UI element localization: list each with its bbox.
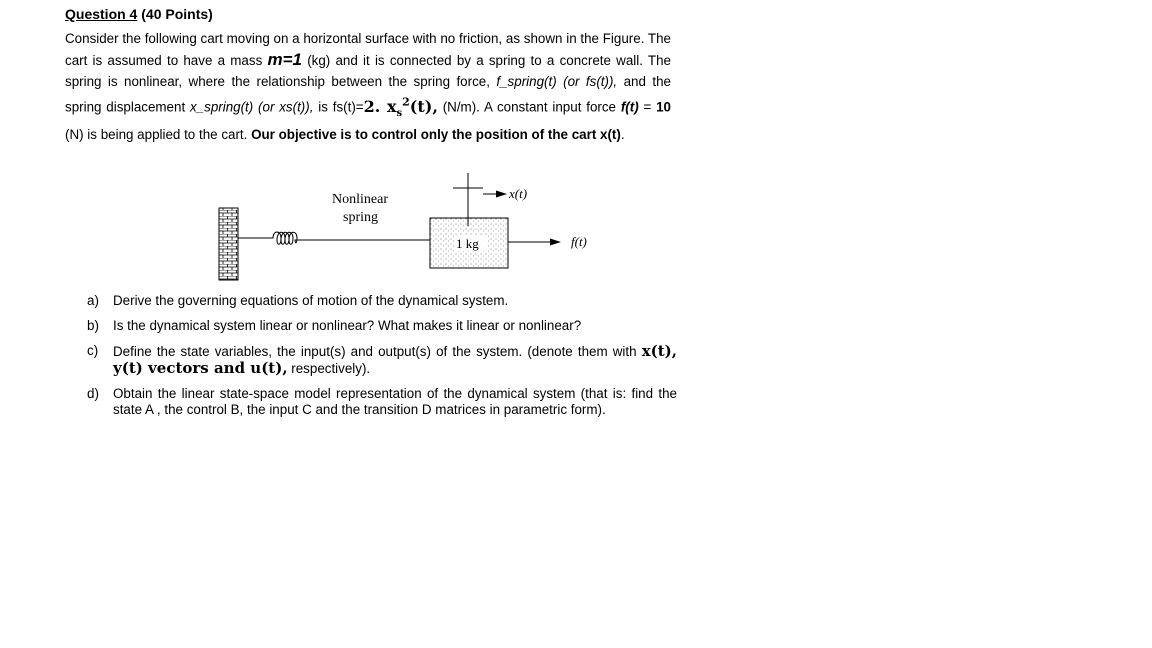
item-text: Obtain the linear state-space model representation of the dynamical system (that is: find the state A , the control B, the input C and the transition D matrices in parametric form). — [113, 386, 677, 417]
text-run: (kg) and it is connected by a spring to a concrete wall. The spring is nonlinear, where the relationship between the spring force, — [65, 52, 671, 89]
question-heading — [65, 6, 213, 22]
concrete-wall — [219, 208, 238, 280]
spring-label-line-2: spring — [343, 210, 378, 225]
force-arrow-icon — [550, 239, 561, 246]
spring-force-symbol: f_spring(t) (or fs(t)), — [496, 73, 618, 89]
position-label: x(t) — [509, 186, 528, 201]
spring-displacement-symbol: x_spring(t) (or xs(t)), — [189, 99, 314, 115]
text-run: Consider the following cart moving on a horizontal surface with no friction, as shown in the Figure. The cart is assumed to have a mass — [65, 31, 671, 68]
mass-value: m=1 — [267, 49, 302, 69]
text-run: and the spring displacement — [65, 73, 671, 115]
spring-label-line-1: Nonlinear — [332, 192, 388, 207]
force-value: 10 — [656, 99, 671, 115]
question-points: (40 Points) — [141, 6, 213, 22]
item-label: a) — [87, 293, 99, 308]
text-run: . — [620, 126, 625, 142]
mass-label: 1 kg — [456, 236, 479, 251]
text-run: = — [638, 99, 657, 115]
sub-question-b — [87, 318, 677, 334]
item-math: x(t), y(t) vectors and u(t), — [113, 342, 677, 377]
sub-question-a — [87, 293, 677, 309]
item-text — [113, 343, 677, 377]
item-text: Is the dynamical system linear or nonlinear? What makes it linear or nonlinear? — [113, 318, 582, 333]
item-label: c) — [87, 343, 99, 358]
spring-law-sub: s — [396, 107, 403, 119]
text-run: (N/m). A constant input force — [437, 99, 621, 115]
item-label: d) — [87, 386, 99, 401]
item-text-run: respectively). — [287, 361, 371, 376]
objective-statement: Our objective is to control only the position of the cart x(t) — [251, 126, 621, 142]
item-label: b) — [87, 318, 99, 333]
cart-spring-figure — [205, 168, 605, 283]
sub-question-d — [87, 386, 677, 418]
spring-law-tail: (t), — [409, 96, 438, 116]
force-symbol: f(t) — [620, 99, 639, 115]
item-text-run: Define the state variables, the input(s) and output(s) of the system. (denote them with — [113, 344, 642, 359]
sub-question-list — [87, 293, 677, 427]
text-run: is fs(t)= — [313, 99, 364, 115]
sub-question-c — [87, 343, 677, 377]
nonlinear-spring — [238, 232, 430, 244]
spring-law-exp: 2 — [402, 95, 410, 109]
spring-law-coef: 2. x — [363, 96, 397, 116]
force-label: f(t) — [571, 234, 587, 249]
spring-law — [363, 95, 438, 119]
position-arrow-icon — [496, 191, 507, 198]
question-number: Question 4 — [65, 6, 138, 22]
text-run: (N) is being applied to the cart. — [65, 126, 252, 142]
problem-statement — [65, 29, 671, 146]
item-text: Derive the governing equations of motion of the dynamical system. — [113, 293, 509, 308]
